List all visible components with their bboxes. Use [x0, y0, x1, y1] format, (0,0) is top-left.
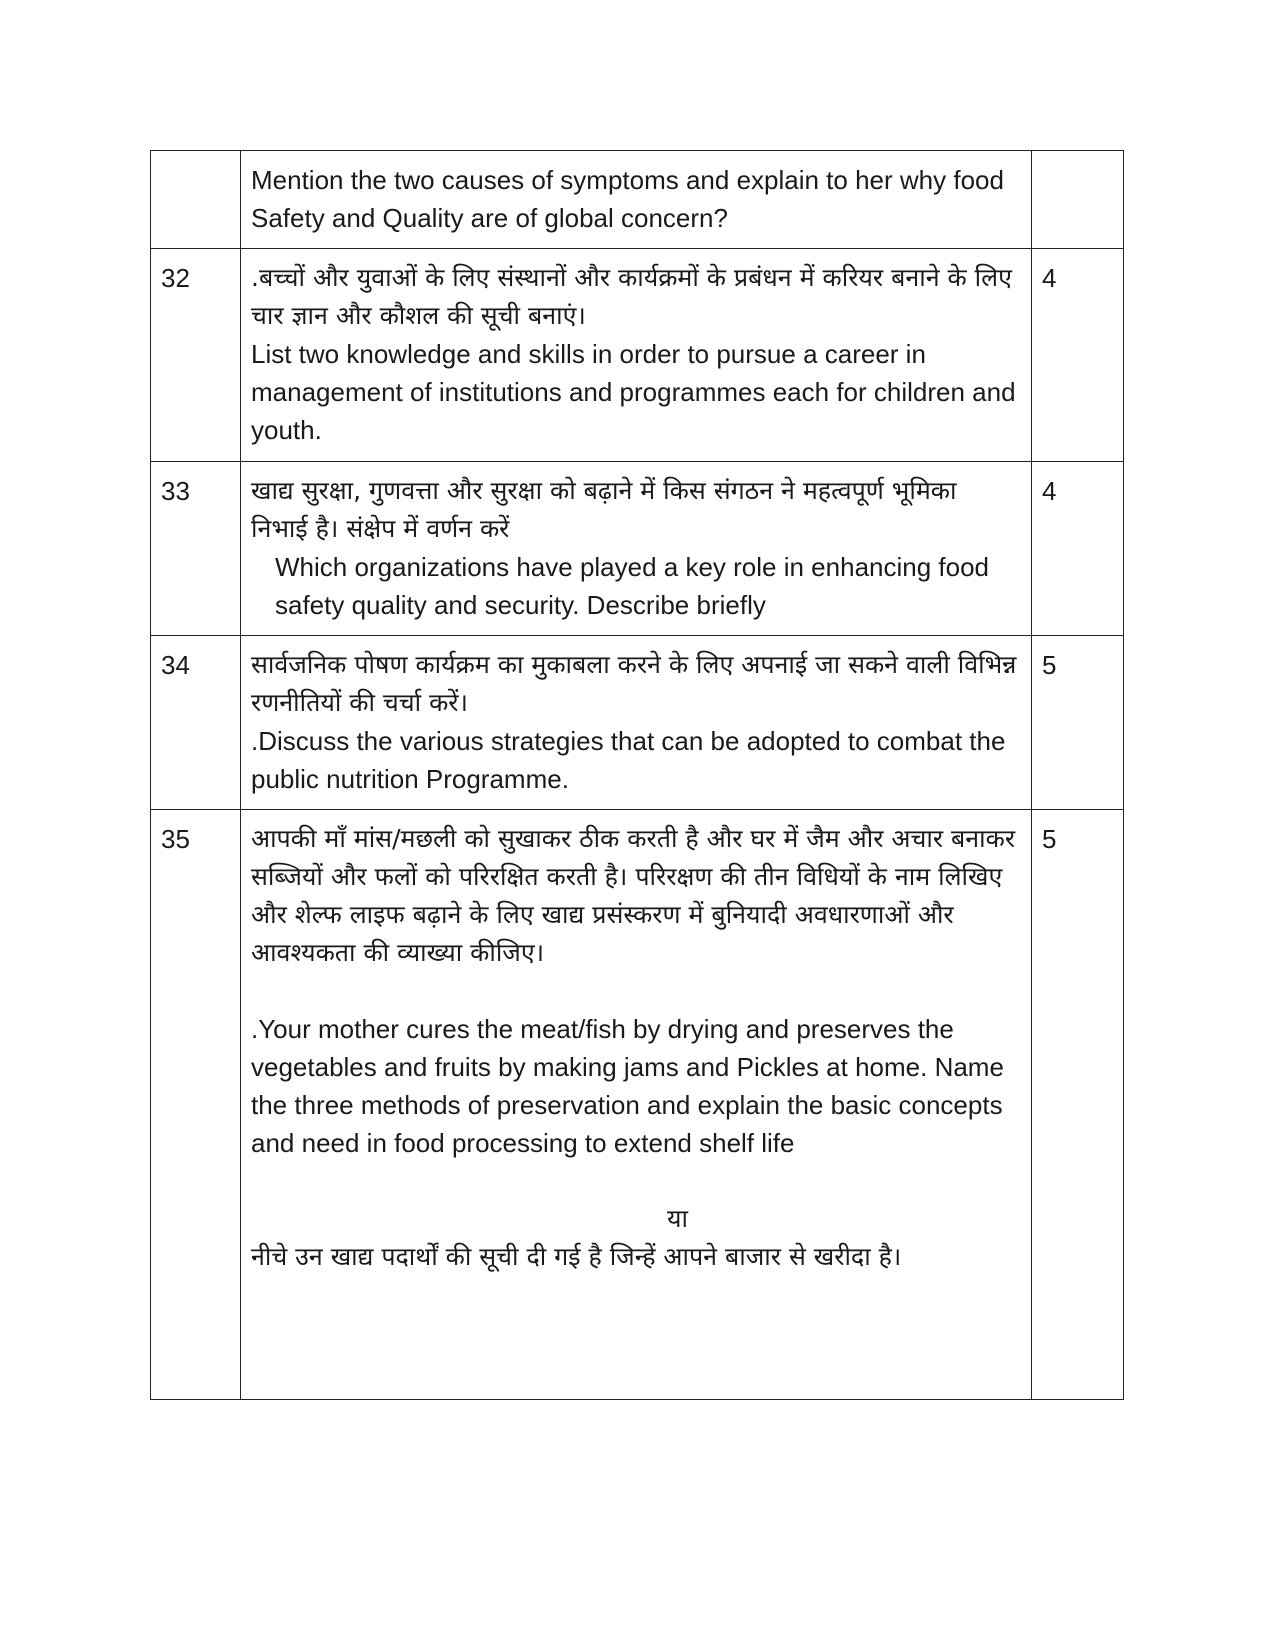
question-text [241, 462, 1032, 636]
or-label: या [667, 1204, 688, 1233]
table-row [151, 151, 1124, 249]
question-hindi-alternative: नीचे उन खाद्य पदार्थों की सूची दी गई है जिन्हें आपने बाजार से खरीदा है। [251, 1242, 902, 1271]
question-text [241, 636, 1032, 810]
question-hindi: आपकी माँ मांस/मछली को सुखाकर ठीक करती है और घर में जैम और अचार बनाकर सब्जियों और फलों को परिरक्षित करती है। परिरक्षण की तीन विधियों के नाम लिखिए और शेल्फ लाइफ बढ़ाने के लिए खाद्य प्रसंस्करण में बुनियादी अवधारणाओं और आवश्यकता की व्याख्या कीजिए। [251, 824, 1016, 967]
table-row [151, 636, 1124, 810]
question-text [241, 810, 1032, 1400]
question-marks: 4 [1032, 249, 1124, 462]
question-number: 35 [151, 810, 241, 1400]
table-row [151, 810, 1124, 1400]
question-english: Which organizations have played a key role in enhancing food safety quality and security. Describe briefly [275, 552, 990, 620]
table-row [151, 462, 1124, 636]
spacer [251, 972, 1021, 1010]
question-english: .Your mother cures the meat/fish by drying and preserves the vegetables and fruits by making jams and Pickles at home. Name the three methods of preservation and explain the basic concepts and need in food processing to extend shelf life [251, 1014, 1004, 1158]
question-marks [1032, 151, 1124, 249]
question-hindi: सार्वजनिक पोषण कार्यक्रम का मुकाबला करने के लिए अपनाई जा सकने वाली विभिन्न रणनीतियों की चर्चा करें। [251, 650, 1017, 717]
question-hindi: .बच्चों और युवाओं के लिए संस्थानों और कार्यक्रमों के प्रबंधन में करियर बनाने के लिए चार ज्ञान और कौशल की सूची बनाएं। [251, 263, 1012, 330]
question-english: Mention the two causes of symptoms and explain to her why food Safety and Quality are of global concern? [251, 165, 1004, 233]
question-english: .Discuss the various strategies that can be adopted to combat the public nutrition Programme. [251, 726, 1006, 794]
question-text [241, 249, 1032, 462]
question-hindi: खाद्य सुरक्षा, गुणवत्ता और सुरक्षा को बढ़ाने में किस संगठन ने महत्वपूर्ण भूमिका निभाई है। संक्षेप में वर्णन करें [251, 476, 957, 543]
question-english: List two knowledge and skills in order to pursue a career in management of institutions and programmes each for children and youth. [251, 339, 1016, 445]
question-marks: 4 [1032, 462, 1124, 636]
spacer [251, 1162, 1021, 1200]
question-number: 33 [151, 462, 241, 636]
question-number [151, 151, 241, 249]
question-marks: 5 [1032, 636, 1124, 810]
question-table [150, 150, 1124, 1400]
table-row [151, 249, 1124, 462]
question-number: 34 [151, 636, 241, 810]
question-number: 32 [151, 249, 241, 462]
question-text [241, 151, 1032, 249]
question-marks: 5 [1032, 810, 1124, 1400]
